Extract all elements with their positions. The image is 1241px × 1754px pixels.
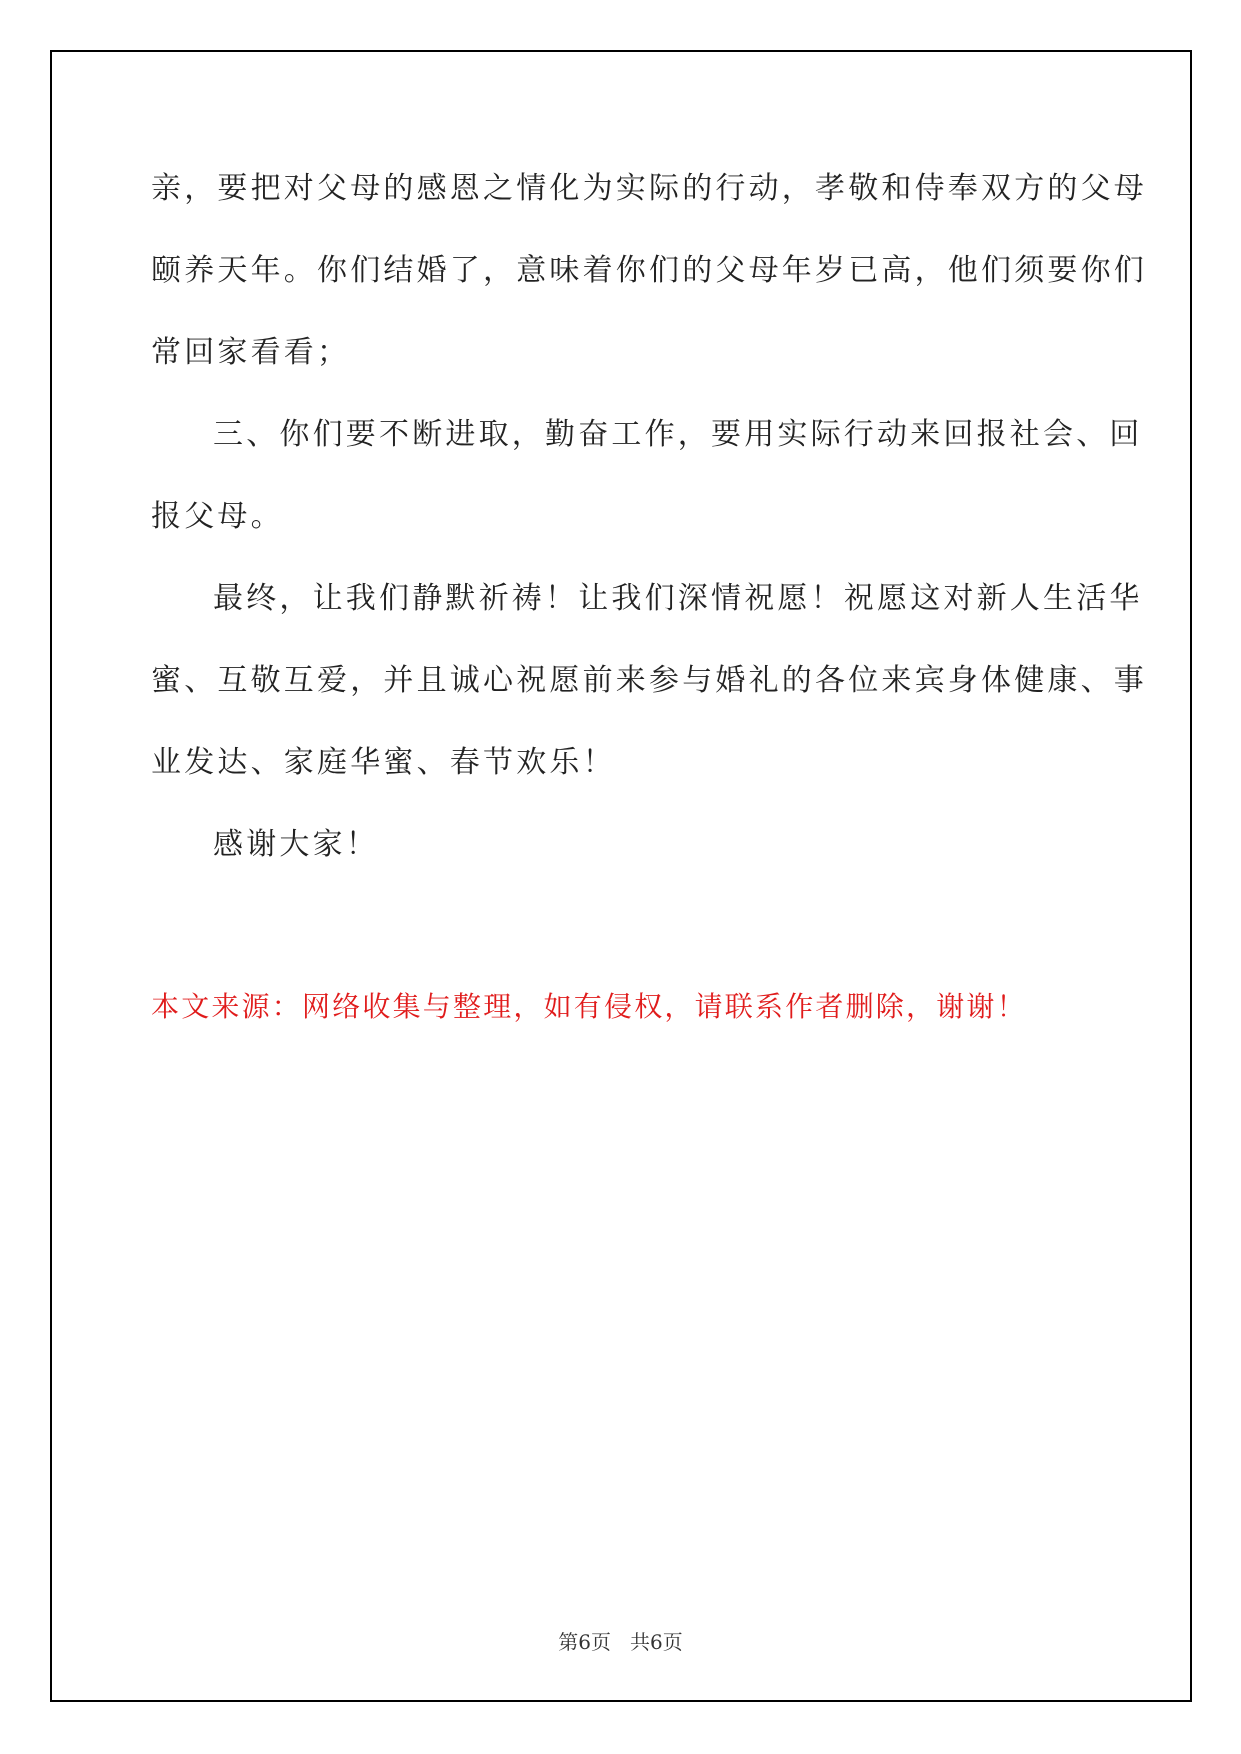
page-number-footer: 第6页 共6页 <box>558 1630 683 1654</box>
source-note: 本文来源：网络收集与整理，如有侵权，请联系作者删除，谢谢！ <box>151 990 1027 1023</box>
body-line: 颐养天年。你们结婚了，意味着你们的父母年岁已高，他们须要你们 <box>151 253 1147 288</box>
body-line: 最终，让我们静默祈祷！让我们深情祝愿！祝愿这对新人生活华 <box>213 581 1143 616</box>
body-line: 感谢大家！ <box>213 827 379 862</box>
body-line: 报父母。 <box>151 499 284 534</box>
paragraph-spacer <box>151 886 1091 966</box>
body-line: 三、你们要不断进取，勤奋工作，要用实际行动来回报社会、回 <box>213 417 1143 452</box>
document-body <box>151 148 1147 1048</box>
body-line: 蜜、互敬互爱，并且诚心祝愿前来参与婚礼的各位来宾身体健康、事 <box>151 663 1147 698</box>
body-line: 业发达、家庭华蜜、春节欢乐！ <box>151 745 616 780</box>
body-line: 亲，要把对父母的感恩之情化为实际的行动，孝敬和侍奉双方的父母 <box>151 171 1147 206</box>
body-line: 常回家看看； <box>151 335 351 370</box>
